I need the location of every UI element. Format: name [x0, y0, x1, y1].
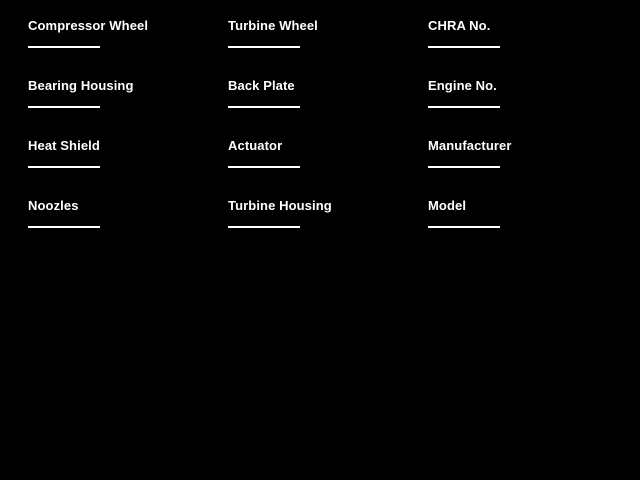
field-input-underline[interactable] [28, 226, 100, 228]
field-turbine-housing[interactable] [228, 198, 408, 228]
field-label: Manufacturer [428, 138, 512, 153]
field-actuator[interactable] [228, 138, 408, 168]
field-input-underline[interactable] [228, 166, 300, 168]
field-bearing-housing[interactable] [28, 78, 208, 108]
field-label: Model [428, 198, 467, 213]
field-noozles[interactable] [28, 198, 208, 228]
field-input-underline[interactable] [28, 106, 100, 108]
field-label: Back Plate [228, 78, 295, 93]
field-input-underline[interactable] [228, 106, 300, 108]
field-back-plate[interactable] [228, 78, 408, 108]
field-input-underline[interactable] [28, 166, 100, 168]
field-label: Noozles [28, 198, 79, 213]
field-input-underline[interactable] [228, 226, 300, 228]
field-label: Turbine Housing [228, 198, 332, 213]
field-input-underline[interactable] [428, 46, 500, 48]
field-input-underline[interactable] [228, 46, 300, 48]
field-label: Turbine Wheel [228, 18, 318, 33]
field-input-underline[interactable] [428, 226, 500, 228]
field-label: Bearing Housing [28, 78, 134, 93]
field-label: CHRA No. [428, 18, 491, 33]
field-heat-shield[interactable] [28, 138, 208, 168]
field-label: Actuator [228, 138, 283, 153]
field-label: Engine No. [428, 78, 497, 93]
field-compressor-wheel[interactable] [28, 18, 208, 48]
field-engine-no[interactable] [428, 78, 608, 108]
field-label: Compressor Wheel [28, 18, 149, 33]
field-model[interactable] [428, 198, 608, 228]
field-chra-no[interactable] [428, 18, 608, 48]
field-label: Heat Shield [28, 138, 100, 153]
field-manufacturer[interactable] [428, 138, 608, 168]
field-input-underline[interactable] [428, 106, 500, 108]
field-input-underline[interactable] [428, 166, 500, 168]
field-input-underline[interactable] [28, 46, 100, 48]
field-turbine-wheel[interactable] [228, 18, 408, 48]
